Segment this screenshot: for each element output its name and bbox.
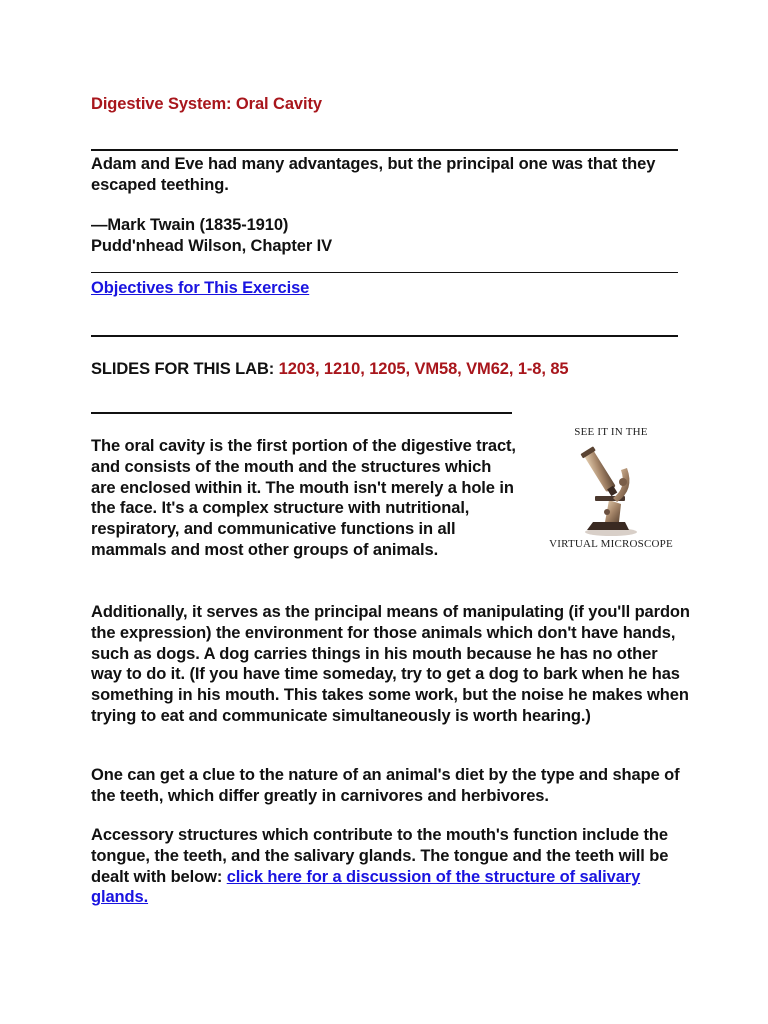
body-paragraph-1: The oral cavity is the first portion of the digestive tract, and consists of the mouth and the structures which are enclosed within it. The mouth isn't merely a hole in the face. It's a complex structure with nutritional, respiratory, and communicative functions in all mammals and most other groups of animals. [91, 437, 516, 559]
divider [91, 412, 512, 414]
body-paragraph-3: One can get a clue to the nature of an animal's diet by the type and shape of the teeth, which differ greatly in carnivores and herbivores. [91, 766, 680, 805]
body-paragraph-4 [91, 825, 691, 908]
epigraph-quote: Adam and Eve had many advantages, but the principal one was that they escaped teething. [91, 155, 656, 194]
divider [91, 272, 678, 273]
slides-values: 1203, 1210, 1205, VM58, VM62, 1-8, 85 [278, 360, 569, 378]
epigraph-source: Pudd'nhead Wilson, Chapter IV [91, 236, 333, 255]
page-title: Digestive System: Oral Cavity [91, 95, 322, 113]
paragraph-text: Accessory structures which contribute to the mouth's function include the tongue, the teeth, and the salivary glands. The tongue and the teeth will be dealt with below: [91, 826, 669, 886]
slides-label: SLIDES FOR THIS LAB: [91, 360, 275, 378]
badge-bottom-text: VIRTUAL MICROSCOPE [549, 538, 673, 550]
body-paragraph-2: Additionally, it serves as the principal means of manipulating (if you'll pardon the expression) the environment for those animals which don't have hands, such as dogs. A dog carries things in his mouth because he has no other way to do it. (If you have time someday, try to get a dog to bark when he has something in his mouth. This takes some work, but the noise he makes when trying to eat and communicate simultaneously is worth hearing.) [91, 603, 690, 725]
divider [91, 149, 678, 151]
virtual-microscope-badge[interactable] [545, 424, 677, 554]
badge-top-text: SEE IT IN THE [574, 426, 648, 438]
salivary-glands-link[interactable]: click here for a discussion of the structure of salivary glands. [91, 867, 641, 907]
slides-line [91, 359, 569, 380]
epigraph-author: —Mark Twain (1835-1910) [91, 216, 289, 234]
objectives-link[interactable]: Objectives for This Exercise [91, 279, 310, 297]
microscope-icon [571, 442, 651, 538]
divider [91, 335, 678, 337]
epigraph-attribution [91, 215, 691, 257]
